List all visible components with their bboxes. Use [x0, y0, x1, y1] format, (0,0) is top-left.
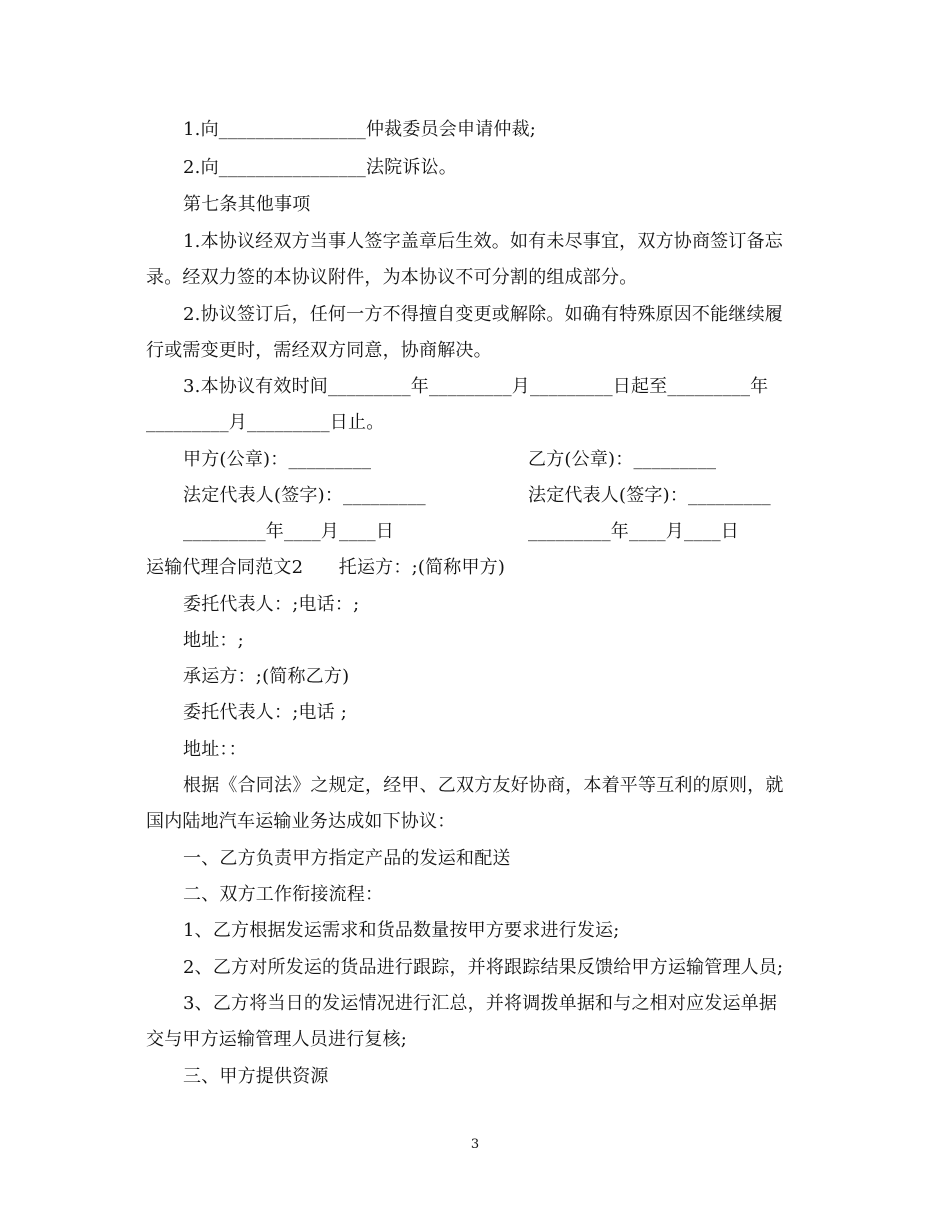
second-contract-heading: 运输代理合同范文2 托运方：;(简称甲方)	[146, 557, 506, 578]
paragraph-line: 根据《合同法》之规定，经甲、乙双方友好协商，本着平等互利的原则，就	[183, 775, 784, 796]
party-b-date: _________年____月____日	[528, 521, 739, 542]
paragraph-line: 委托代表人：;电话：;	[183, 594, 360, 615]
paragraph-line: 国内陆地汽车运输业务达成如下协议：	[146, 811, 456, 832]
party-a-representative: 法定代表人(签字)：_________	[183, 485, 426, 506]
party-b-seal: 乙方(公章)：_________	[528, 449, 717, 470]
paragraph-line: 1.本协议经双方当事人签字盖章后生效。如有未尽事宜，双方协商签订备忘	[183, 231, 783, 252]
paragraph-line: _________月_________日止。	[146, 412, 385, 433]
clause-arbitration: 1.向________________仲裁委员会申请仲裁;	[183, 119, 537, 140]
paragraph-line: 承运方：;(简称乙方)	[183, 666, 350, 687]
party-a-seal: 甲方(公章)：_________	[183, 449, 372, 470]
clause-court: 2.向________________法院诉讼。	[183, 157, 457, 178]
party-b-representative: 法定代表人(签字)：_________	[528, 485, 771, 506]
paragraph-line: 行或需变更时，需经双方同意，协商解决。	[146, 340, 492, 361]
paragraph-line: 3.本协议有效时间_________年_________月_________日起至_________年	[183, 376, 769, 397]
section-heading: 三、甲方提供资源	[183, 1066, 329, 1087]
page-number: 3	[470, 1137, 480, 1152]
article-seven-heading: 第七条其他事项	[183, 194, 311, 215]
paragraph-line: 委托代表人：;电话 ;	[183, 702, 348, 723]
paragraph-line: 交与甲方运输管理人员进行复核;	[146, 1029, 408, 1050]
paragraph-line: 1、乙方根据发运需求和货品数量按甲方要求进行发运;	[183, 920, 620, 941]
paragraph-line: 3、乙方将当日的发运情况进行汇总，并将调拨单据和与之相对应发运单据	[183, 993, 778, 1014]
party-a-date: _________年____月____日	[183, 521, 394, 542]
section-heading: 一、乙方负责甲方指定产品的发运和配送	[183, 848, 511, 869]
paragraph-line: 录。经双力签的本协议附件，为本协议不可分割的组成部分。	[146, 267, 638, 288]
paragraph-line: 2、乙方对所发运的货品进行跟踪，并将跟踪结果反馈给甲方运输管理人员;	[183, 957, 784, 978]
section-heading: 二、双方工作衔接流程：	[183, 884, 384, 905]
paragraph-line: 2.协议签订后，任何一方不得擅自变更或解除。如确有特殊原因不能继续履	[183, 304, 783, 325]
paragraph-line: 地址：：	[183, 739, 247, 760]
paragraph-line: 地址：;	[183, 630, 244, 651]
